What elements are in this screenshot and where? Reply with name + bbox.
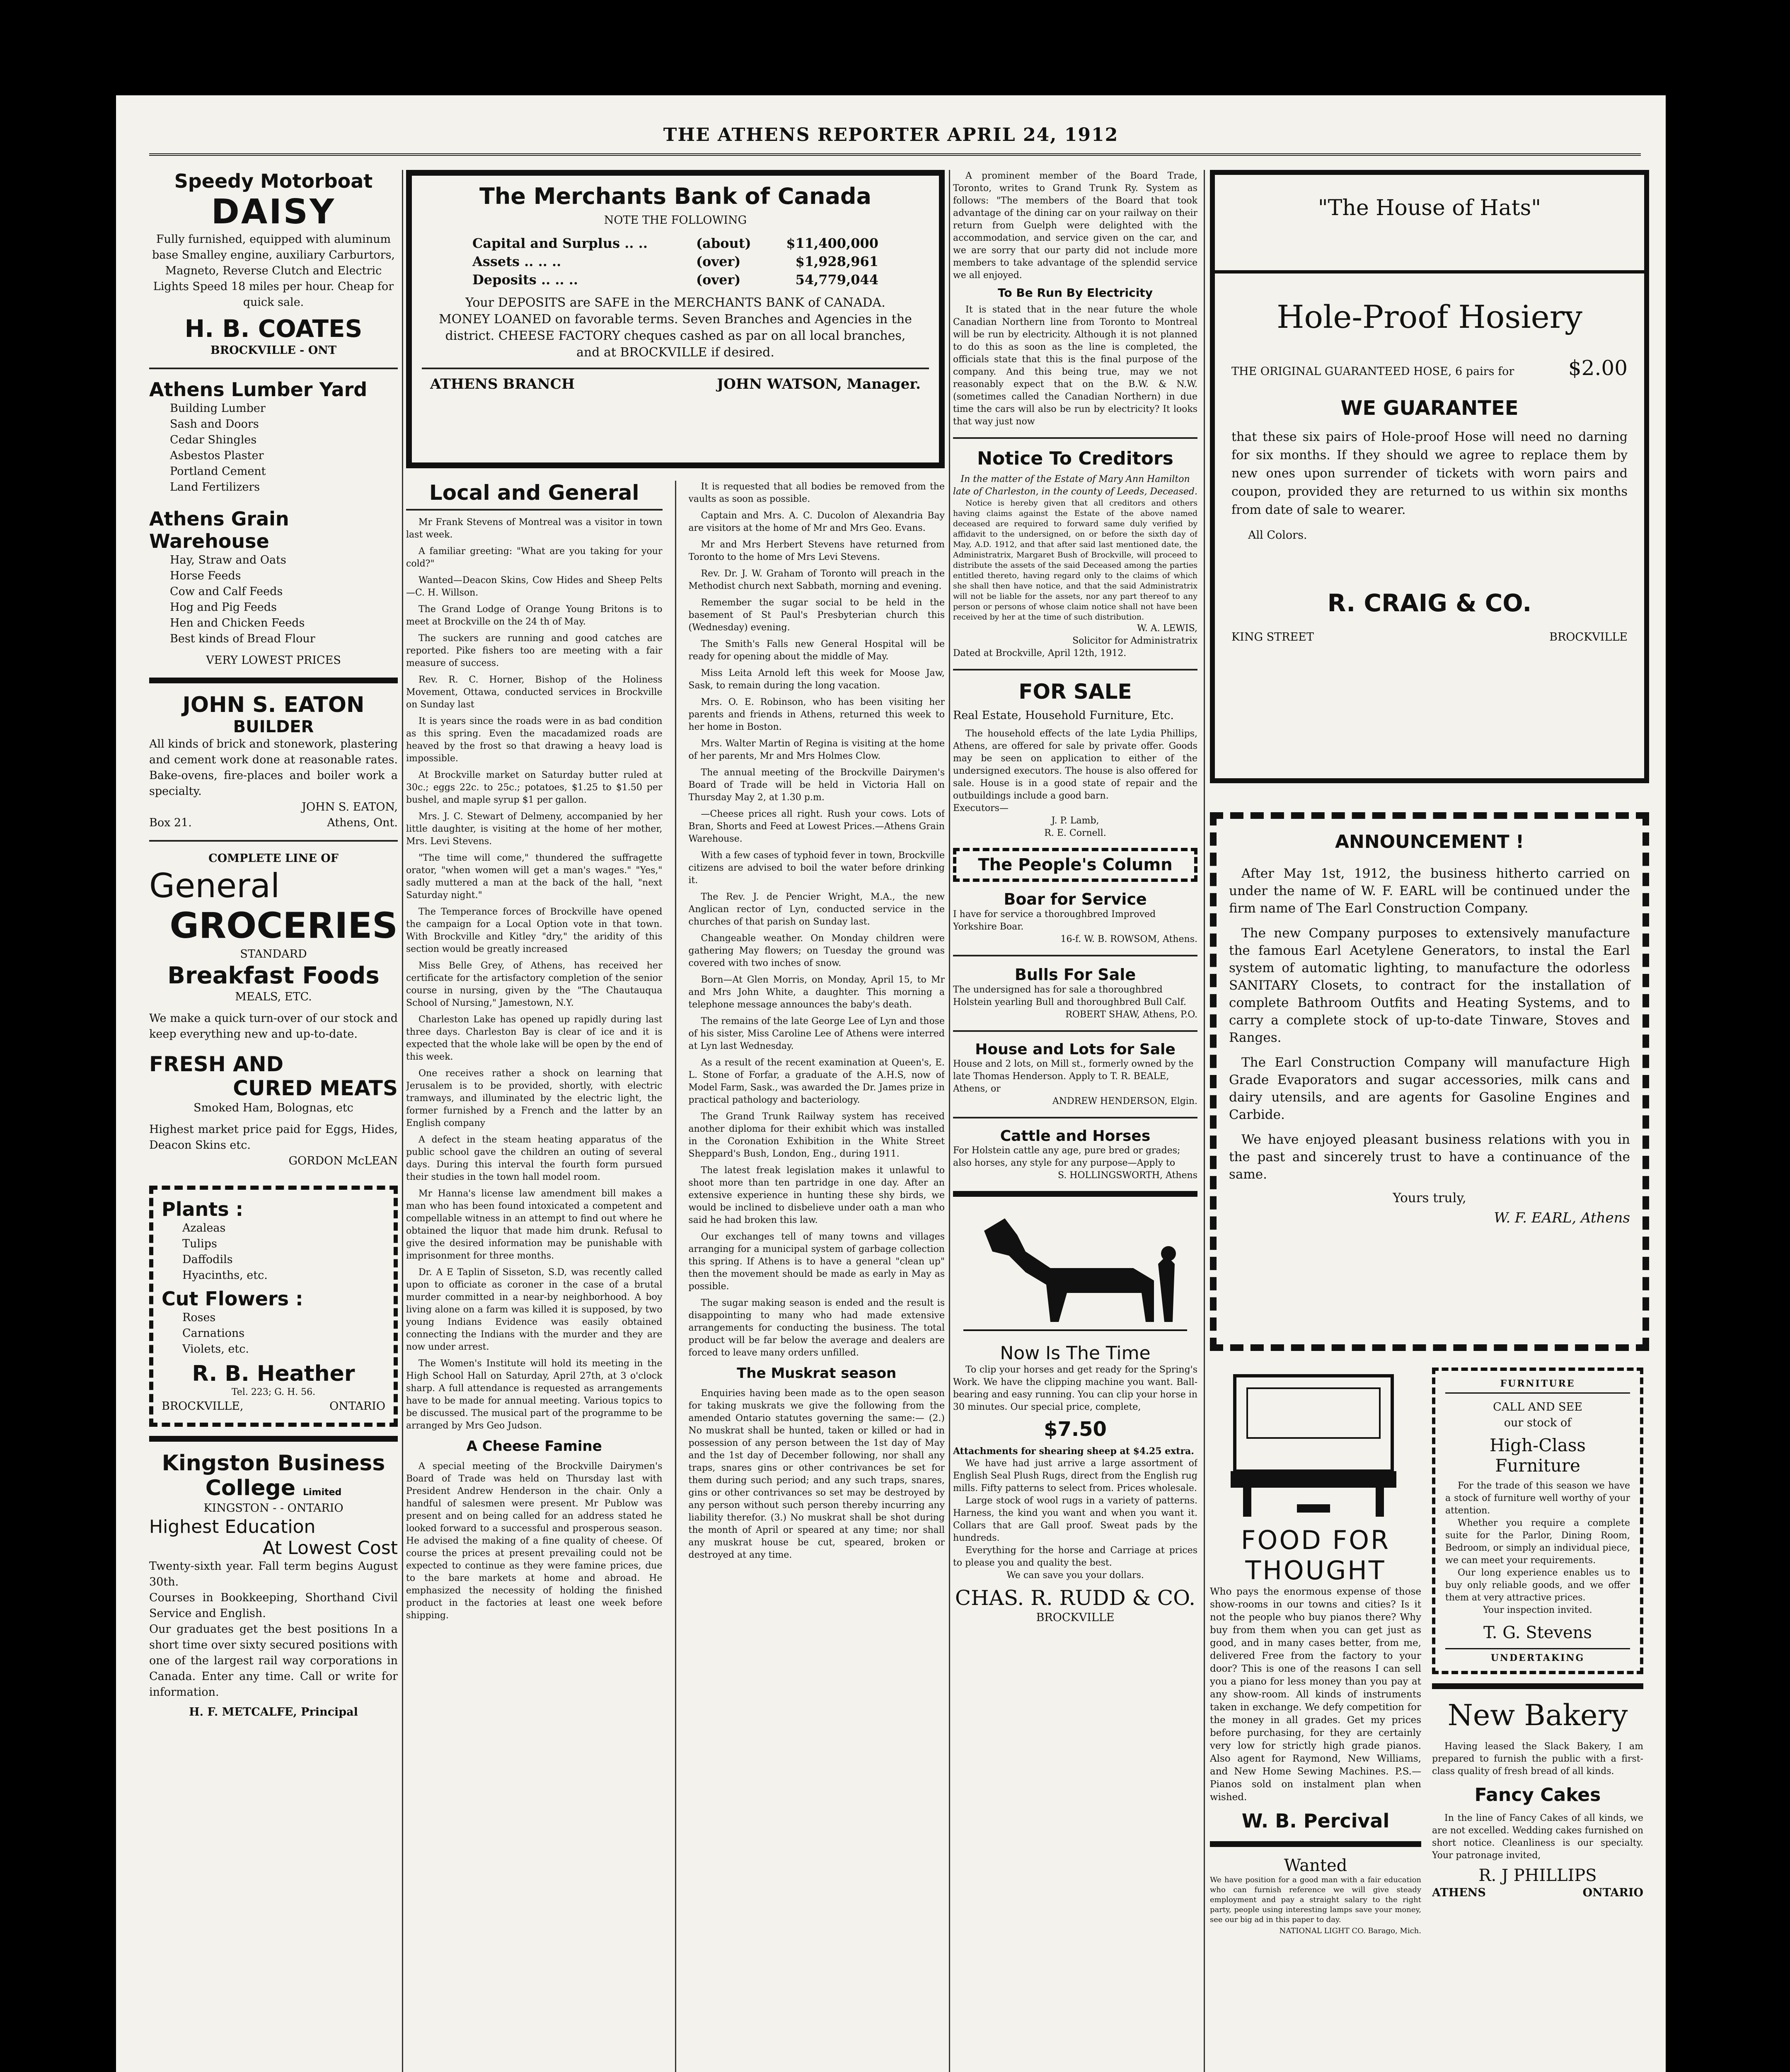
bakery-title: New Bakery bbox=[1447, 1698, 1628, 1732]
news-item: Miss Leita Arnold left this week for Moose Jaw, Sask, to remain during the long vacation. bbox=[688, 668, 945, 691]
lower-ads bbox=[1210, 1368, 1649, 1937]
announcement-sign: W. F. EARL, Athens bbox=[1494, 1210, 1630, 1226]
list-item: Best kinds of Bread Flour bbox=[170, 632, 315, 645]
wanted-title: Wanted bbox=[1284, 1856, 1347, 1875]
hats-ad bbox=[1210, 170, 1649, 783]
masthead: THE ATHENS REPORTER APRIL 24, 1912 bbox=[663, 124, 1119, 145]
list-item: Roses bbox=[182, 1311, 216, 1324]
muskrat-title: The Muskrat season bbox=[737, 1365, 897, 1382]
list-item: Daffodils bbox=[182, 1253, 233, 1266]
rudd-price: $7.50 bbox=[1044, 1418, 1107, 1441]
announcement-p4: We have enjoyed pleasant business relations with you in the past and sincerely trust to have a continuance of the same. bbox=[1229, 1132, 1630, 1182]
hats-title: "The House of Hats" bbox=[1318, 196, 1541, 220]
kbc-college: College bbox=[205, 1476, 295, 1501]
divider bbox=[149, 840, 398, 842]
kbc-place: KINGSTON - - ONTARIO bbox=[203, 1502, 343, 1515]
rudd-wool: Large stock of wool rugs in a variety of patterns. Harness, the kind you want and when you want it. Collars that are Gall proof. Sweat pads by the hundreds. bbox=[953, 1496, 1197, 1543]
column-4 bbox=[1210, 170, 1649, 2072]
creditors-title: Notice To Creditors bbox=[977, 448, 1173, 469]
creditors-date: Dated at Brockville, April 12th, 1912. bbox=[953, 648, 1127, 658]
divider bbox=[953, 669, 1197, 670]
list-item: Azaleas bbox=[182, 1222, 226, 1234]
news-item: A familiar greeting: "What are you taking for your cold?" bbox=[406, 546, 663, 569]
grocery-line: COMPLETE LINE OF bbox=[208, 852, 339, 865]
list-item: Land Fertilizers bbox=[170, 481, 260, 494]
news-item: Miss Belle Grey, of Athens, has received her certificate for the artisfactory completion of the senior course in nursing, given by the "The Chautauqua School of Nursing," Jamestown, N.Y. bbox=[406, 961, 663, 1008]
food-title-1: FOOD FOR bbox=[1241, 1525, 1391, 1555]
kbc-p3: Our graduates get the best positions In a short time over sixty secured positions with one of the largest rail way corporations in Canada. Enter any time. Call or write for information. bbox=[149, 1623, 398, 1699]
bulls-title: Bulls For Sale bbox=[1014, 966, 1136, 984]
kbc-limited: Limited bbox=[303, 1487, 342, 1498]
bakery-body: Having leased the Slack Bakery, I am prepared to furnish the public with a first-class quality of fresh bread of all kinds. bbox=[1432, 1741, 1643, 1777]
furniture-label: FURNITURE bbox=[1445, 1377, 1630, 1394]
local-column-right bbox=[689, 481, 945, 2072]
cattle-sign: S. HOLLINGSWORTH, Athens bbox=[1058, 1170, 1197, 1181]
bakery-town: ATHENS bbox=[1432, 1886, 1486, 1899]
grocery-body: We make a quick turn-over of our stock and keep everything new and up-to-date. bbox=[149, 1012, 398, 1041]
kbc-title-1: Kingston Business bbox=[162, 1451, 385, 1476]
meats-title-2: CURED MEATS bbox=[233, 1076, 398, 1100]
kbc-p2: Courses in Bookkeeping, Shorthand Civil Service and English. bbox=[149, 1591, 398, 1620]
piano-ad bbox=[1210, 1368, 1421, 1937]
sale-executors: Executors— bbox=[953, 803, 1009, 813]
hosiery-line: THE ORIGINAL GUARANTEED HOSE, 6 pairs for bbox=[1231, 365, 1514, 378]
peoples-column-box bbox=[953, 848, 1197, 882]
eaton-body: All kinds of brick and stonework, plastering and cement work done at reasonable rates. Bake-ovens, fire-places and boiler work a specialty. bbox=[149, 738, 398, 798]
daisy-name: DAISY bbox=[211, 192, 336, 232]
news-item: Charleston Lake has opened up rapidly during last three days. Charleston Bay is clear of ice and it is expected that the whole lake will be open by the end of this week. bbox=[406, 1014, 663, 1062]
list-item: Horse Feeds bbox=[170, 569, 241, 582]
heather-tel: Tel. 223; G. H. 56. bbox=[231, 1387, 316, 1397]
news-item: At Brockville market on Saturday butter ruled at 30c.; eggs 22c. to 25c.; potatoes, $1.25 to $1.50 per bushel, and maple syrup $1 per gallon. bbox=[406, 770, 663, 805]
bulls-body: The undersigned has for sale a thoroughbred Holstein yearling Bull and thoroughbred Bull Calf. bbox=[953, 985, 1186, 1007]
bank-branch: ATHENS BRANCH bbox=[430, 376, 575, 392]
announcement-yours: Yours truly, bbox=[1393, 1191, 1466, 1205]
news-item: It is requested that all bodies be removed from the vaults as soon as possible. bbox=[688, 482, 945, 504]
news-item: One receives rather a shock on learning that Jerusalem is to be provided, shortly, with electric tramways, and illuminated by the electric light, the former furnished by a French and the latter by an English company bbox=[406, 1068, 663, 1128]
news-item: Our exchanges tell of many towns and villages arranging for a municipal system of garbage collection this spring. If Athens is to have a general "clean up" then the movement should be made as early in May as possible. bbox=[688, 1232, 945, 1292]
eaton-town: Athens, Ont. bbox=[327, 816, 398, 829]
divider bbox=[1432, 1683, 1643, 1689]
local-news bbox=[406, 481, 945, 2072]
bakery-prov: ONTARIO bbox=[1582, 1886, 1643, 1899]
boar-sign: 16-f. W. B. ROWSOM, Athens. bbox=[1060, 934, 1197, 944]
heather-address bbox=[162, 1399, 385, 1414]
column-3 bbox=[953, 170, 1197, 2072]
grocery-breakfast: Breakfast Foods bbox=[167, 962, 380, 989]
bank-figures bbox=[472, 234, 878, 289]
eaton-ad bbox=[149, 692, 398, 831]
news-item: The annual meeting of the Brockville Dairymen's Board of Trade will be held in Victoria Hall on Thursday May 2, at 1.30 p.m. bbox=[688, 767, 945, 803]
hosiery-offer bbox=[1231, 356, 1628, 380]
hosiery-price: $2.00 bbox=[1568, 356, 1628, 380]
house-body: House and 2 lots, on Mill st., formerly owned by the late Thomas Henderson. Apply to T. R. BEALE, Athens, or bbox=[953, 1059, 1194, 1094]
food-title-2: THOUGHT bbox=[1245, 1555, 1386, 1585]
masthead-rule bbox=[149, 153, 1641, 156]
bulls-sign: ROBERT SHAW, Athens, P.O. bbox=[1065, 1009, 1197, 1020]
lumber-ad bbox=[149, 378, 398, 668]
rudd-body: To clip your horses and get ready for the Spring's Work. We have the clipping machine you want. Ball-bearing and easy running. You can clip your horse in 30 minutes. Our special price, complete, bbox=[953, 1365, 1197, 1412]
list-item: Cedar Shingles bbox=[170, 433, 257, 446]
news-item: The Grand Lodge of Orange Young Britons is to meet at Brockville on the 24 th of May. bbox=[406, 604, 663, 627]
horse-illustration bbox=[953, 1206, 1197, 1343]
heather-prov: ONTARIO bbox=[329, 1400, 385, 1413]
house-title: House and Lots for Sale bbox=[975, 1041, 1176, 1058]
craig-name: R. CRAIG & CO. bbox=[1327, 589, 1532, 617]
eaton-box: Box 21. bbox=[149, 816, 192, 829]
bank-body: Your DEPOSITS are SAFE in the MERCHANTS BANK of CANADA. MONEY LOANED on favorable terms. Seven Branches and Agencies in the district. CHEESE FACTORY cheques cashed as par on all local branches, and at BROCKVILLE if desired. bbox=[439, 295, 912, 360]
news-item: Captain and Mrs. A. C. Ducolon of Alexandria Bay are visitors at the home of Mr and Mrs Geo. Evans. bbox=[688, 511, 945, 533]
daisy-place: BROCKVILLE - ONT bbox=[210, 344, 337, 357]
colors-note: All Colors. bbox=[1248, 529, 1307, 542]
news-item: As a result of the recent examination at Queen's, E. L. Stone of Forfar, a graduate of the A.H.S, now of Model Farm, Sask., was awarded the Dr. James prize in practical pathology and bacteriology. bbox=[688, 1058, 945, 1105]
peoples-title: The People's Column bbox=[978, 855, 1173, 874]
rudd-save: We can save you your dollars. bbox=[1006, 1570, 1144, 1581]
flowers-title: Cut Flowers : bbox=[162, 1288, 303, 1310]
furniture-title: High-Class Furniture bbox=[1490, 1435, 1586, 1476]
list-item: Hay, Straw and Oats bbox=[170, 554, 286, 566]
cattle-body: For Holstein cattle any age, pure bred or grades; also horses, any style for any purpose—Apply to bbox=[953, 1145, 1180, 1168]
bakery-address bbox=[1432, 1885, 1643, 1901]
electricity-title: To Be Run By Electricity bbox=[998, 286, 1153, 300]
furniture-invite: Your inspection invited. bbox=[1483, 1605, 1592, 1615]
piano-illustration bbox=[1210, 1368, 1421, 1525]
announcement-ad bbox=[1210, 812, 1649, 1351]
grain-title: Athens Grain Warehouse bbox=[149, 508, 289, 552]
news-item: —Cheese prices all right. Rush your cows. Lots of Bran, Shorts and Feed at Lowest Prices.—Athens Grain Warehouse. bbox=[688, 809, 945, 844]
divider bbox=[953, 437, 1197, 439]
cheese-title: A Cheese Famine bbox=[466, 1438, 602, 1455]
column-rule bbox=[675, 481, 676, 2072]
cakes-title: Fancy Cakes bbox=[1474, 1784, 1601, 1806]
rudd-town: BROCKVILLE bbox=[1036, 1611, 1115, 1624]
divider bbox=[1210, 1841, 1421, 1847]
cheese-body: A special meeting of the Brockville Dairymen's Board of Trade was held on Thursday last with President Andrew Henderson in the chair. Only a handful of salesmen were present. Mr Publow was present and on being called for an address stated he looked forward to a successful and prosperous season. He advised the making of a fine quality of cheese. Of course the prices at present prevailing could not be expected to continue as they were famine prices, due to the bare markets at home and abroad. He emphasized the necessity of holding the finished product in the factories at least one week before shipping. bbox=[406, 1461, 663, 1621]
grocery-ad bbox=[149, 851, 398, 1169]
news-item: Rev. R. C. Horner, Bishop of the Holiness Movement, Ottawa, conducted services in Brockville on Sunday last bbox=[406, 675, 663, 710]
news-item: Dr. A E Taplin of Sisseton, S.D, was recently called upon to officiate as coroner in the case of a brutal murder committed in a near-by neighborhood. A boy living alone on a farm was killed it is supposed, by two young Indians Evidence was easily obtained connecting the Indians with the murder and they are now under arrest. bbox=[406, 1267, 663, 1352]
kbc-head-2: At Lowest Cost bbox=[262, 1537, 398, 1559]
furniture-ad bbox=[1432, 1368, 1643, 1674]
divider bbox=[149, 368, 398, 369]
horse-icon bbox=[959, 1206, 1191, 1343]
divider bbox=[149, 1436, 398, 1442]
grain-prices: VERY LOWEST PRICES bbox=[206, 654, 341, 667]
list-item: Hen and Chicken Feeds bbox=[170, 617, 305, 629]
news-item: The suckers are running and good catches are reported. Pike fishers too are meeting with a fair measure of success. bbox=[406, 633, 663, 668]
furniture-call: CALL AND SEE bbox=[1493, 1401, 1582, 1414]
eaton-trade: BUILDER bbox=[233, 717, 314, 736]
electricity-body: It is stated that in the near future the whole Canadian Northern line from Toronto to Montreal will be run by electricity. Although it is not planned to do this as soon as the line is completed, the officials state that this is the final purpose of the company. And this being true, may we not reasonably expect that on the B.W. & N.W. (sometimes called the Canadian Northern) in due time the cars will also be run by electricity? It looks that way just now bbox=[953, 305, 1197, 427]
sale-title: FOR SALE bbox=[1018, 680, 1132, 704]
list-item: Asbestos Plaster bbox=[170, 449, 264, 462]
grocery-groceries: GROCERIES bbox=[169, 905, 398, 946]
muskrat-body: Enquiries having been made as to the open season for taking muskrats we give the following from the amended Ontario statutes governing the same:— (2.) No muskrat shall be hunted, taken or killed or had in possession of any person between the 1st day of May and the 1st day of December following, nor shall any traps, snares gins or other contrivances be set for them during such period; and any such traps, snares, gins or other contrivances so set may be destroyed by any person without such person thereby incurring any liability therefor. (3.) No muskrat shall be shot during the month of April or speared at any time; nor shall any muskrat house be cut, speared, broken or destroyed at any time. bbox=[688, 1388, 945, 1560]
divider bbox=[953, 1030, 1197, 1032]
local-title: Local and General bbox=[406, 481, 663, 511]
sale-name: J. P. Lamb, bbox=[1051, 816, 1099, 826]
food-body: Who pays the enormous expense of those show-rooms in our towns and cities? Is it not the people who buy pianos there? Why buy from them when you can get just as good, and in many cases better, from me, delivered Free from the factory to your door? This is one of the reasons I can sell you a piano for less money than you pay at any show-room. All kinds of instruments taken in exchange. We defy competition for the money in all grades. Get my prices before purchasing, for they are certainly very low for strictly high grade pianos. Also agent for Raymond, New Williams, and New Home Sewing Machines. P.S.—Pianos sold on instalment plan when wished. bbox=[1210, 1586, 1421, 1803]
rudd-title: Now Is The Time bbox=[1000, 1343, 1151, 1364]
announcement-p1: After May 1st, 1912, the business hitherto carried on under the name of W. F. EARL will be continued under the firm name of The Earl Construction Company. bbox=[1229, 866, 1630, 916]
news-item: The Temperance forces of Brockville have opened the campaign for a Local Option vote in that town. With Brockville and Kitley "dry," the aridity of this section would be greatly increased bbox=[406, 907, 663, 954]
daisy-ad bbox=[149, 170, 398, 358]
guarantee-body: that these six pairs of Hole-proof Hose will need no darning for six months. If they should we agree to replace them by new ones upon surrender of tickets with worn pairs and coupon, provided they are returned to us within six months from date of sale to wearer. bbox=[1231, 430, 1628, 517]
divider bbox=[953, 1191, 1197, 1197]
plants-title: Plants : bbox=[162, 1198, 244, 1220]
newspaper-page bbox=[116, 95, 1666, 2072]
news-item: The Smith's Falls new General Hospital will be ready for opening about the middle of May. bbox=[688, 639, 945, 662]
eaton-name: JOHN S. EATON bbox=[182, 692, 365, 717]
creditors-matter: In the matter of the Estate of Mary Ann Hamilton late of Charleston, in the county of Leeds, Deceased. bbox=[953, 474, 1197, 497]
announcement-title: ANNOUNCEMENT ! bbox=[1335, 831, 1524, 852]
daisy-body: Fully furnished, equipped with aluminum base Smalley engine, auxiliary Carburtors, Magneto, Reverse Clutch and Electric Lights Speed 18 miles per hour. Cheap for quick sale. bbox=[152, 233, 395, 309]
rudd-name: CHAS. R. RUDD & CO. bbox=[955, 1586, 1196, 1610]
toronto-letter: A prominent member of the Board Trade, Toronto, writes to Grand Trunk Ry. System as follows: "The members of the Board that took advantage of the dining car on your railway on their return from Guelph were delighted with the accommodation, and service given on the car, and we are sorry that our party did not include more members to take advantage of the splendid service we all enjoyed. bbox=[953, 171, 1197, 281]
list-item: Tulips bbox=[182, 1237, 217, 1250]
news-item: The latest freak legislation makes it unlawful to shoot more than ten partridge in one day. After an extensive experience in hunting these shy birds, we would be inclined to disbelieve under oath a man who said he had broken this law. bbox=[688, 1165, 945, 1225]
piano-icon bbox=[1218, 1368, 1413, 1525]
list-item: Violets, etc. bbox=[182, 1343, 249, 1356]
news-item: Remember the sugar social to be held in the basement of St Paul's Presbyterian church this (Wednesday) evening. bbox=[688, 598, 945, 633]
meats-body: Highest market price paid for Eggs, Hides, Deacon Skins etc. bbox=[149, 1123, 398, 1152]
news-item: Mrs. J. C. Stewart of Delmeny, accompanied by her little daughter, is visiting at the home of her mother, Mrs. Levi Stevens. bbox=[406, 811, 663, 847]
bank-row: Assets .. .. .. (over) $1,928,961 bbox=[472, 254, 878, 269]
wanted-sign: NATIONAL LIGHT CO. Barago, Mich. bbox=[1279, 1927, 1421, 1935]
sale-sub: Real Estate, Household Furniture, Etc. bbox=[953, 709, 1174, 722]
grocery-general: General bbox=[149, 867, 280, 905]
guarantee-title: WE GUARANTEE bbox=[1340, 397, 1519, 420]
news-item: The sugar making season is ended and the result is disappointing to many who had made extensive arrangements for conducting the business. The total product will be far below the average and dealers are forced to leave many orders unfilled. bbox=[688, 1298, 945, 1358]
news-item: Wanted—Deacon Skins, Cow Hides and Sheep Pelts—C. H. Willson. bbox=[406, 575, 663, 598]
news-item: Mr Frank Stevens of Montreal was a visitor in town last week. bbox=[406, 517, 663, 540]
bank-manager: JOHN WATSON, Manager. bbox=[717, 376, 921, 392]
list-item: Hyacinths, etc. bbox=[182, 1269, 268, 1282]
boar-body: I have for service a thoroughbred Improved Yorkshire Boar. bbox=[953, 909, 1156, 932]
cakes-body: In the line of Fancy Cakes of all kinds, we are not excelled. Wedding cakes furnished on short notice. Cleanliness is our specialty. Your patronage invited, bbox=[1432, 1813, 1643, 1861]
lumber-title: Athens Lumber Yard bbox=[149, 378, 368, 401]
news-item: Born—At Glen Morris, on Monday, April 15, to Mr and Mrs John White, a daughter. This morning a telephone message announces the baby's death. bbox=[688, 975, 945, 1010]
column-rule bbox=[949, 170, 950, 2072]
list-item: Cow and Calf Feeds bbox=[170, 585, 283, 598]
house-sign: ANDREW HENDERSON, Elgin. bbox=[1052, 1096, 1197, 1106]
wanted-body: We have position for a good man with a fair education who can furnish reference we will give steady employment and pay a straight salary to the right party, people using interesting lamps save your money, see our big ad in this paper to day. bbox=[1210, 1876, 1421, 1924]
craig-street: KING STREET bbox=[1231, 631, 1314, 644]
rudd-everything: Everything for the horse and Carriage at prices to please you and quality the best. bbox=[953, 1545, 1197, 1568]
news-item: The Rev. J. de Pencier Wright, M.A., the new Anglican rector of Lyn, conducted service in the churches of that parish on Sunday last. bbox=[688, 892, 945, 927]
kbc-head-1: Highest Education bbox=[149, 1516, 316, 1537]
kbc-sign: H. F. METCALFE, Principal bbox=[189, 1706, 358, 1719]
boar-title: Boar for Service bbox=[1004, 890, 1147, 908]
news-item: The Women's Institute will hold its meeting in the High School Hall on Saturday, April 27th, at 3 o'clock sharp. A full attendance is requested as arrangements have to be made for annual meeting. Various topics to be discussed. The musical part of the programme to be arranged by Mrs Geo Judson. bbox=[406, 1358, 663, 1431]
daisy-heading: Speedy Motorboat bbox=[174, 170, 373, 192]
announcement-p3: The Earl Construction Company will manufacture High Grade Evaporators and sugar accessories, milk cans and dairy utensils, and are agents for Gasoline Engines and Carbide. bbox=[1229, 1055, 1630, 1122]
bank-row: Capital and Surplus .. .. (about) $11,400,000 bbox=[472, 235, 878, 251]
heather-town: BROCKVILLE, bbox=[162, 1400, 244, 1413]
news-item: Mr and Mrs Herbert Stevens have returned from Toronto to the home of Mrs Levi Stevens. bbox=[688, 540, 945, 562]
column-2 bbox=[406, 170, 945, 2072]
craig-address bbox=[1231, 629, 1628, 645]
bank-title: The Merchants Bank of Canada bbox=[479, 183, 871, 209]
divider bbox=[1215, 270, 1644, 274]
cattle-title: Cattle and Horses bbox=[1000, 1128, 1151, 1145]
news-item: The Grand Trunk Railway system has received another diploma for their exhibit which was installed in the Coronation Exhibition in the White Street Sheppard's Bush, London, Eng., during 1911. bbox=[688, 1111, 945, 1159]
divider bbox=[953, 955, 1197, 956]
meats-title-1: FRESH AND bbox=[149, 1052, 284, 1076]
heather-name: R. B. Heather bbox=[192, 1361, 355, 1386]
kbc-ad bbox=[149, 1451, 398, 1720]
bank-ad bbox=[406, 170, 945, 468]
bank-row: Deposits .. .. .. (over) 54,779,044 bbox=[472, 272, 878, 288]
bank-note: NOTE THE FOLLOWING bbox=[604, 214, 747, 227]
grocery-meals: MEALS, ETC. bbox=[235, 990, 312, 1003]
news-item: A defect in the steam heating apparatus of the public school gave the children an outing of several days. During this interval the fourth form pursued their studies in the town hall model room. bbox=[406, 1135, 663, 1182]
meats-sub: Smoked Ham, Bolognas, etc bbox=[194, 1101, 353, 1114]
news-item: It is years since the roads were in as bad condition as this spring. Even the macadamized roads are heaved by the frost so that drawing a heavy load is impossible. bbox=[406, 716, 663, 764]
divider bbox=[953, 1117, 1197, 1118]
news-item: Mrs. Walter Martin of Regina is visiting at the home of her parents, Mr and Mrs Holmes Clow. bbox=[688, 738, 945, 761]
announcement-p2: The new Company purposes to extensively manufacture the famous Earl Acetylene Generators, to instal the Earl system of automatic lighting, to manufacture the odorless SANITARY Closets, to contract for the installation of complete Bathroom Outfits and Heating Systems, and to carry a complete stock of up-to-date Tinware, Stoves and Ranges. bbox=[1229, 926, 1630, 1045]
news-item: Changeable weather. On Monday children were gathering May flowers; on Tuesday the ground was covered with two inches of snow. bbox=[688, 933, 945, 968]
grocery-standard: STANDARD bbox=[240, 948, 307, 961]
heather-ad bbox=[149, 1186, 398, 1427]
list-item: Hog and Pig Feeds bbox=[170, 601, 277, 614]
divider bbox=[149, 678, 398, 683]
list-item: Carnations bbox=[182, 1327, 245, 1340]
list-item: Building Lumber bbox=[170, 402, 266, 415]
rudd-sheep: Attachments for shearing sheep at $4.25 extra. bbox=[953, 1446, 1194, 1457]
bank-branch-line bbox=[422, 376, 929, 392]
news-item: With a few cases of typhoid fever in town, Brockville citizens are advised to boil the water before drinking it. bbox=[688, 850, 945, 886]
news-item: Mrs. O. E. Robinson, who has been visiting her parents and friends in Athens, returned this week to her home in Boston. bbox=[688, 697, 945, 732]
furniture-stock: our stock of bbox=[1504, 1416, 1572, 1429]
sale-name: R. E. Cornell. bbox=[1044, 828, 1106, 838]
kbc-p1: Twenty-sixth year. Fall term begins August 30th. bbox=[149, 1560, 398, 1588]
eaton-address bbox=[149, 815, 398, 831]
column-rule bbox=[1204, 170, 1205, 2072]
undertaking-label: UNDERTAKING bbox=[1445, 1648, 1630, 1664]
creditors-body: Notice is hereby given that all creditors and others having claims against the Estate of the above named deceased are required to forward same duly verified by affidavit to the undersigned, on or before the sixth day of May, A.D. 1912, and that after said last mentioned date, the Administratrix, Margaret Bush of Brockville, will proceed to distribute the assets of the said Deceased among the parties entitled thereto, having regard only to the claims of which she shall then have notice, and that the said Administratrix will not be liable for the assets, nor any part thereof to any person or persons of whose claim notice shall not have been received by her at the time of such distribution. bbox=[953, 499, 1197, 622]
column-1 bbox=[149, 170, 398, 2072]
rudd-rugs: We have had just arrive a large assortment of English Seal Plush Rugs, direct from the English rug mills. Fifty patterns to select from. Prices wholesale. bbox=[953, 1458, 1197, 1493]
divider bbox=[422, 368, 929, 369]
local-column-left bbox=[406, 481, 663, 2072]
news-item: Rev. Dr. J. W. Graham of Toronto will preach in the Methodist church next Sabbath, morning and evening. bbox=[688, 569, 945, 591]
list-item: Sash and Doors bbox=[170, 418, 259, 431]
creditors-sign: W. A. LEWIS, bbox=[1137, 623, 1197, 634]
news-item: "The time will come," thundered the suffragette orator, "when women will get a man's wages." "Yes," sadly muttered a man at the back of the hall, "next Saturday night." bbox=[406, 853, 663, 900]
bakery-sign: R. J PHILLIPS bbox=[1478, 1866, 1597, 1885]
hosiery-title: Hole-Proof Hosiery bbox=[1277, 298, 1582, 335]
furniture-bakery-ads bbox=[1432, 1368, 1643, 1937]
list-item: Portland Cement bbox=[170, 465, 266, 478]
sale-body: The household effects of the late Lydia Phillips, Athens, are offered for sale by private offer. Goods may be seen on application to either of the undersigned executors. The house is also offered for sale. House is in a good state of repair and the outbuildings include a good barn. bbox=[953, 729, 1197, 801]
news-item: Mr Hanna's license law amendment bill makes a man who has been found intoxicated a competent and compellable witness in an attempt to find out where he obtained the liquor that made him drunk. Refusal to give the desired information may be punishable with imprisonment for three months. bbox=[406, 1188, 663, 1261]
creditors-solicitor: Solicitor for Administratrix bbox=[1072, 636, 1197, 646]
meats-sign: GORDON McLEAN bbox=[288, 1155, 398, 1167]
furniture-p3: Our long experience enables us to buy only reliable goods, and we offer them at very attractive prices. bbox=[1445, 1568, 1630, 1603]
craig-town: BROCKVILLE bbox=[1549, 631, 1628, 644]
eaton-sign: JOHN S. EATON, bbox=[302, 801, 398, 813]
kbc-title-2 bbox=[149, 1476, 398, 1501]
daisy-seller: H. B. COATES bbox=[184, 315, 363, 343]
percival-name: W. B. Percival bbox=[1241, 1810, 1390, 1832]
furniture-p1: For the trade of this season we have a stock of furniture well worthy of your attention. bbox=[1445, 1481, 1630, 1516]
furniture-sign: T. G. Stevens bbox=[1483, 1623, 1592, 1642]
column-rule bbox=[402, 170, 403, 2072]
furniture-p2: Whether you require a complete suite for the Parlor, Dining Room, Bedroom, or simply an individual piece, we can meet your requirements. bbox=[1445, 1518, 1630, 1566]
news-item: The remains of the late George Lee of Lyn and those of his sister, Miss Caroline Lee of Athens were interred at Lyn last Wednesday. bbox=[688, 1016, 945, 1051]
